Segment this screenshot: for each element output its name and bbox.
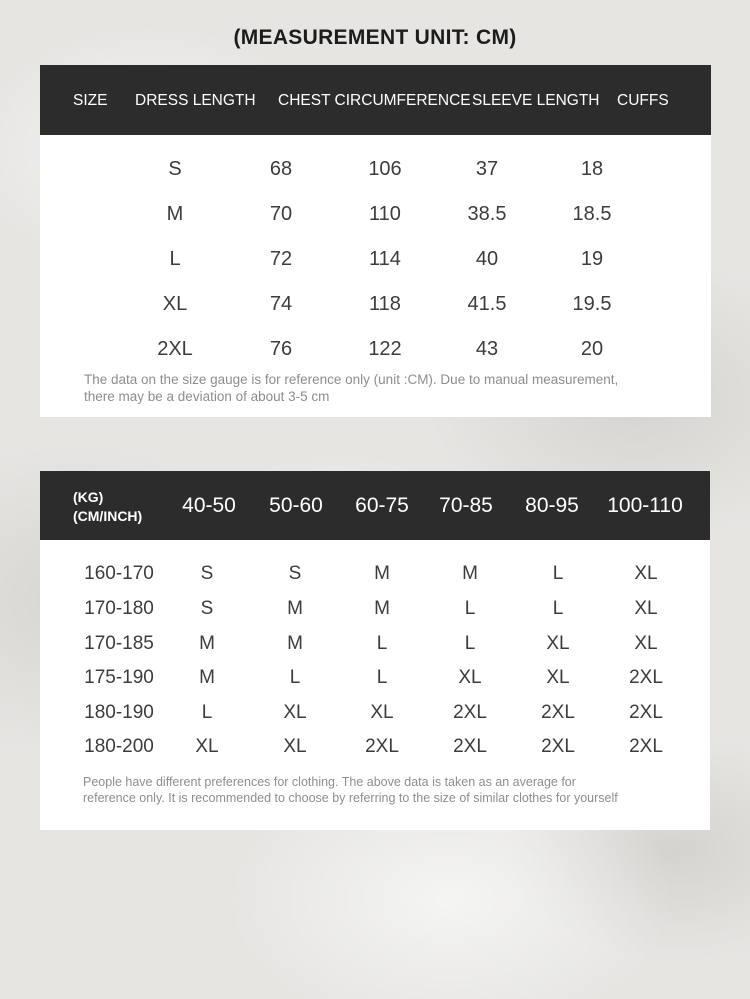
cuffs-cell: 18 [580,158,604,180]
table-row [40,699,710,727]
size-cell: S [288,563,302,584]
size-cell: 2XL [365,736,399,757]
table-row [40,595,710,623]
size-cell: L [169,248,181,270]
weight-header: 80-95 [525,494,579,517]
table-row [40,560,710,588]
chest-cell: 122 [368,338,402,360]
unit-height-label: (CM/INCH) [73,508,143,524]
height-cell: 160-170 [84,563,154,584]
sleeve-length-cell: 38.5 [467,203,507,225]
measurement-table-body [40,135,711,417]
size-cell: M [287,633,303,654]
measurement-disclaimer [84,371,684,405]
table-row [40,733,710,761]
measurement-table [40,65,711,417]
disclaimer-line: there may be a deviation of about 3-5 cm [84,389,330,404]
size-cell: L [552,598,564,619]
size-cell: 2XL [157,338,193,360]
sleeve-length-cell: 40 [475,248,499,270]
size-cell: XL [546,633,570,654]
table-row [40,199,711,229]
size-cell: M [166,203,184,225]
sleeve-length-cell: 41.5 [467,293,507,315]
height-cell: 170-180 [84,598,154,619]
size-cell: 2XL [629,736,663,757]
height-cell: 170-185 [84,633,154,654]
size-cell: 2XL [629,667,663,688]
size-cell: S [200,598,214,619]
cuffs-cell: 18.5 [572,203,612,225]
size-cell: XL [634,598,658,619]
chest-cell: 114 [369,248,401,270]
size-cell: XL [370,702,394,723]
size-cell: L [552,563,564,584]
fit-guide-disclaimer [83,774,683,806]
weight-header: 60-75 [355,494,409,517]
size-cell: XL [546,667,570,688]
sleeve-length-cell: 37 [475,158,499,180]
size-cell: 2XL [453,702,487,723]
size-cell: M [462,563,478,584]
size-cell: 2XL [453,736,487,757]
weight-header: 70-85 [439,494,493,517]
dress-length-cell: 68 [269,158,293,180]
table-row [40,244,711,274]
size-cell: 2XL [541,702,575,723]
weight-header: 50-60 [269,494,323,517]
measurement-table-header [40,65,711,135]
size-cell: XL [634,563,658,584]
cuffs-cell: 19 [580,248,604,270]
fit-guide-header [40,471,710,540]
header-chest-circumference: CHEST CIRCUMFERENCE [278,92,471,109]
size-cell: M [374,598,390,619]
height-cell: 180-200 [84,736,154,757]
height-cell: 180-190 [84,702,154,723]
size-cell: M [199,667,215,688]
table-row [40,289,711,319]
size-cell: S [168,158,182,180]
disclaimer-line: The data on the size gauge is for reference only (unit :CM). Due to manual measurement, [84,372,619,387]
chest-cell: 110 [369,203,401,225]
header-size: SIZE [73,92,108,109]
table-row [40,664,710,692]
size-cell: 2XL [629,702,663,723]
fit-guide-body [40,540,710,830]
dress-length-cell: 72 [269,248,293,270]
size-cell: M [374,563,390,584]
size-cell: L [376,667,388,688]
table-row [40,334,711,364]
table-row [40,154,711,184]
dress-length-cell: 74 [269,293,293,315]
height-cell: 175-190 [84,667,154,688]
fit-guide-table [40,471,710,830]
size-cell: S [200,563,214,584]
unit-label [73,488,142,526]
size-cell: XL [162,293,188,315]
size-cell: XL [195,736,219,757]
size-cell: XL [458,667,482,688]
sleeve-length-cell: 43 [475,338,499,360]
header-dress-length: DRESS LENGTH [135,92,256,109]
size-cell: 2XL [541,736,575,757]
cuffs-cell: 20 [580,338,604,360]
disclaimer-line: People have different preferences for clothing. The above data is taken as an average for [83,775,576,789]
size-cell: XL [634,633,658,654]
unit-weight-label: (KG) [73,489,104,505]
size-cell: M [199,633,215,654]
weight-header: 40-50 [182,494,236,517]
chest-cell: 118 [369,293,401,315]
size-cell: XL [283,702,307,723]
size-cell: L [464,633,476,654]
table-row [40,630,710,658]
size-cell: L [289,667,301,688]
cuffs-cell: 19.5 [572,293,612,315]
header-cuffs: CUFFS [617,92,669,109]
size-cell: M [287,598,303,619]
size-cell: XL [283,736,307,757]
weight-header: 100-110 [607,494,683,517]
size-cell: L [464,598,476,619]
size-cell: L [201,702,213,723]
dress-length-cell: 70 [269,203,293,225]
disclaimer-line: reference only. It is recommended to choose by referring to the size of similar clothes for yourself [83,791,618,805]
dress-length-cell: 76 [269,338,293,360]
page-title: (MEASUREMENT UNIT: CM) [233,26,517,49]
header-sleeve-length: SLEEVE LENGTH [472,92,600,109]
chest-cell: 106 [368,158,402,180]
size-cell: L [376,633,388,654]
